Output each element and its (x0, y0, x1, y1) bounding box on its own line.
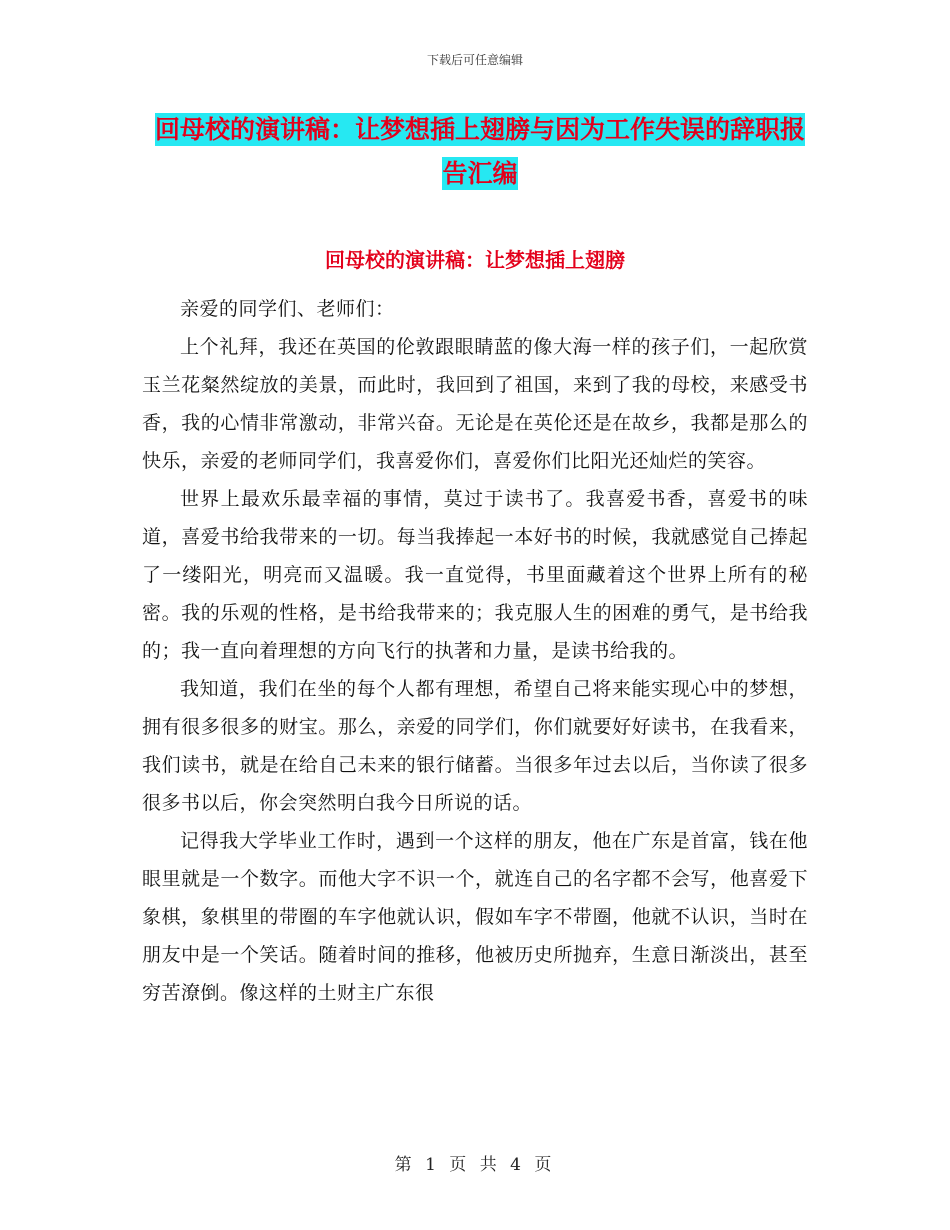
paragraph: 世界上最欢乐最幸福的事情，莫过于读书了。我喜爱书香，喜爱书的味道，喜爱书给我带来的一切。每当我捧起一本好书的时候，我就感觉自己捧起了一缕阳光，明亮而又温暖。我一直觉得，书里面藏着这个世界上所有的秘密。我的乐观的性格，是书给我带来的；我克服人生的困难的勇气，是书给我的；我一直向着理想的方向飞行的执著和力量，是读书给我的。 (142, 488, 808, 662)
section-title: 回母校的演讲稿：让梦想插上翅膀 (325, 248, 625, 272)
document-title-text: 回母校的演讲稿：让梦想插上翅膀与因为工作失误的辞职报告汇编 (154, 115, 805, 188)
paragraph: 上个礼拜，我还在英国的伦敦跟眼睛蓝的像大海一样的孩子们，一起欣赏玉兰花粲然绽放的美景，而此时，我回到了祖国，来到了我的母校，来感受书香，我的心情非常激动，非常兴奋。无论是在英伦还是在故乡，我都是那么的快乐，亲爱的老师同学们，我喜爱你们，喜爱你们比阳光还灿烂的笑容。 (142, 336, 808, 472)
paragraph: 记得我大学毕业工作时，遇到一个这样的朋友，他在广东是首富，钱在他眼里就是一个数字。而他大字不识一个，就连自己的名字都不会写，他喜爱下象棋，象棋里的带圈的车字他就认识，假如车字不带圈，他就不认识，当时在朋友中是一个笑话。随着时间的推移，他被历史所抛弃，生意日渐淡出，甚至穷苦潦倒。像这样的土财主广东很 (142, 830, 808, 1004)
paragraph: 我知道，我们在坐的每个人都有理想，希望自己将来能实现心中的梦想，拥有很多很多的财宝。那么，亲爱的同学们，你们就要好好读书，在我看来，我们读书，就是在给自己未来的银行储蓄。当很多年过去以后，当你读了很多很多书以后，你会突然明白我今日所说的话。 (142, 678, 808, 814)
page-header-note: 下载后可任意编辑 (426, 53, 523, 67)
page-number: 第 1 页 共 4 页 (394, 1155, 556, 1175)
document-title (150, 108, 810, 196)
paragraph-salutation: 亲爱的同学们、老师们： (180, 298, 395, 320)
body-text (142, 290, 808, 1012)
